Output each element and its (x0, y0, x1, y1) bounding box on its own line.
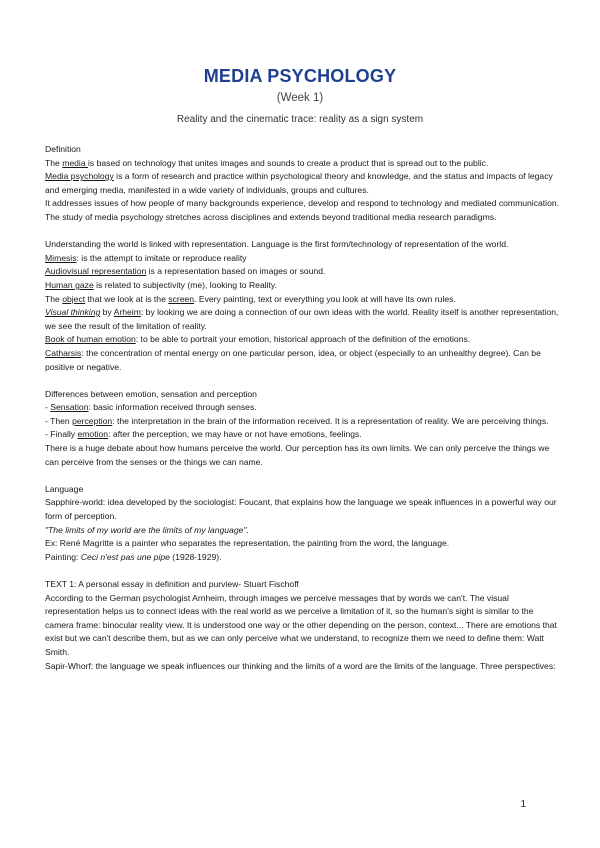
term-media-psychology: Media psychology (45, 171, 114, 182)
list-item-sensation: - Sensation: basic information received through senses. (45, 402, 257, 413)
page-title: MEDIA PSYCHOLOGY (203, 66, 397, 86)
term-catharsis: Catharsis (45, 347, 82, 358)
document-body (45, 143, 560, 673)
paragraph-mimesis: Mimesis: is the attempt to imitate or reproduce reality (45, 252, 247, 263)
section-heading-text1: TEXT 1: A personal essay in definition and purview- Stuart Fischoff (45, 579, 299, 589)
list-item-emotion: - Finally emotion: after the perception, we may have or not have emotions, feelings. (45, 429, 362, 440)
paragraph-visual-thinking: Visual thinking by Arheim: by looking we are doing a connection of our own ideas with the world. Reality itself is another representation, we see the result of the limitation of reality. (45, 307, 559, 331)
paragraph-media-definition: The media is based on technology that unites images and sounds to create a product that is spread out to the public. (45, 157, 489, 168)
section-heading-language: Language (45, 483, 84, 494)
list-item-perception: - Then perception: the interpretation in the brain of the information received. It is a representation of reality. We are perceiving things. (45, 415, 549, 426)
page-subtitle: Reality and the cinematic trace: reality as a sign system (176, 114, 424, 125)
paragraph-sapir-whorf: Sapir-Whorf: the language we speak influences our thinking and the limits of a word are the limits of the language. Three perspectives: (45, 660, 556, 671)
paragraph-arnheim: According to the German psychologist Arnheim, through images we perceive messages that by words we can't. The visual representation helps us to connect ideas with the real world as we perceive a limitation of it, so the human's sight is similar to the camera frame: binocular reality view. It is understood one way or the other depending on the person, context... There are emotions that exist but we can't describe them, but as we can only perceive what we understand, to recognize them we need to define them: Watt Smith. (45, 592, 557, 657)
term-screen: screen (168, 293, 195, 304)
paragraph-media-psychology: Media psychology is a form of research and practice within psychological theory and knowledge, and the status and impacts of legacy and emerging media, manifested in a wide variety of individuals, groups and cultures. (45, 171, 553, 195)
term-book-emotion: Book of human emotion (45, 334, 136, 345)
term-mimesis: Mimesis (45, 252, 77, 263)
paragraph-catharsis: Catharsis: the concentration of mental energy on one particular person, idea, or object (especially to an unhealthy degree). Can be positive or negative. (45, 347, 541, 372)
term-emotion: emotion (77, 429, 109, 440)
week-label: (Week 1) (276, 92, 324, 104)
term-visual-thinking: Visual thinking (45, 307, 101, 318)
term-arheim: Arheim (113, 307, 141, 318)
paragraph-debate: There is a huge debate about how humans perceive the world. Our perception has its own limits. We can only perceive the things we can perceive from the senses or the things we can name. (45, 443, 550, 467)
paragraph-audiovisual: Audiovisual representation is a representation based on images or sound. (45, 266, 326, 277)
term-media: media (62, 157, 88, 168)
term-audiovisual: Audiovisual representation (45, 266, 147, 277)
painting-title: Ceci n'est pas une pipe (80, 551, 170, 562)
term-sensation: Sensation (50, 402, 89, 413)
section-heading-differences: Differences between emotion, sensation and perception (45, 388, 257, 399)
paragraph-book-emotion: Book of human emotion: to be able to portrait your emotion, historical approach of the definition of the emotions. (45, 334, 471, 345)
paragraph-addresses-issues: It addresses issues of how people of many backgrounds experience, develop and respond to technology and mediated communication. The study of media psychology stretches across disciplines and extends beyond traditional media research paradigms. (45, 198, 560, 222)
page-number: 1 (520, 799, 526, 810)
paragraph-magritte: Ex: René Magritte is a painter who separates the representation, the painting from the word, the language. (45, 538, 450, 549)
paragraph-understanding: Understanding the world is linked with representation. Language is the first form/technology of representation of the world. (45, 239, 509, 250)
term-perception: perception (72, 415, 113, 426)
term-human-gaze: Human gaze (45, 279, 94, 290)
paragraph-human-gaze: Human gaze is related to subjectivity (me), looking to Reality. (45, 279, 277, 290)
quote-limits: "The limits of my world are the limits of my language". (45, 524, 249, 535)
term-object: object (62, 293, 86, 304)
paragraph-object: The object that we look at is the screen. Every painting, text or everything you look at will have its own rules. (45, 293, 456, 304)
paragraph-painting: Painting: Ceci n'est pas une pipe (1928-1929). (45, 551, 222, 562)
section-heading-definition: Definition (45, 144, 81, 154)
paragraph-sapphire-world: Sapphire-world: idea developed by the sociologist: Foucant, that explains how the language we speak influences in a powerful way our form of perception. (45, 497, 557, 522)
